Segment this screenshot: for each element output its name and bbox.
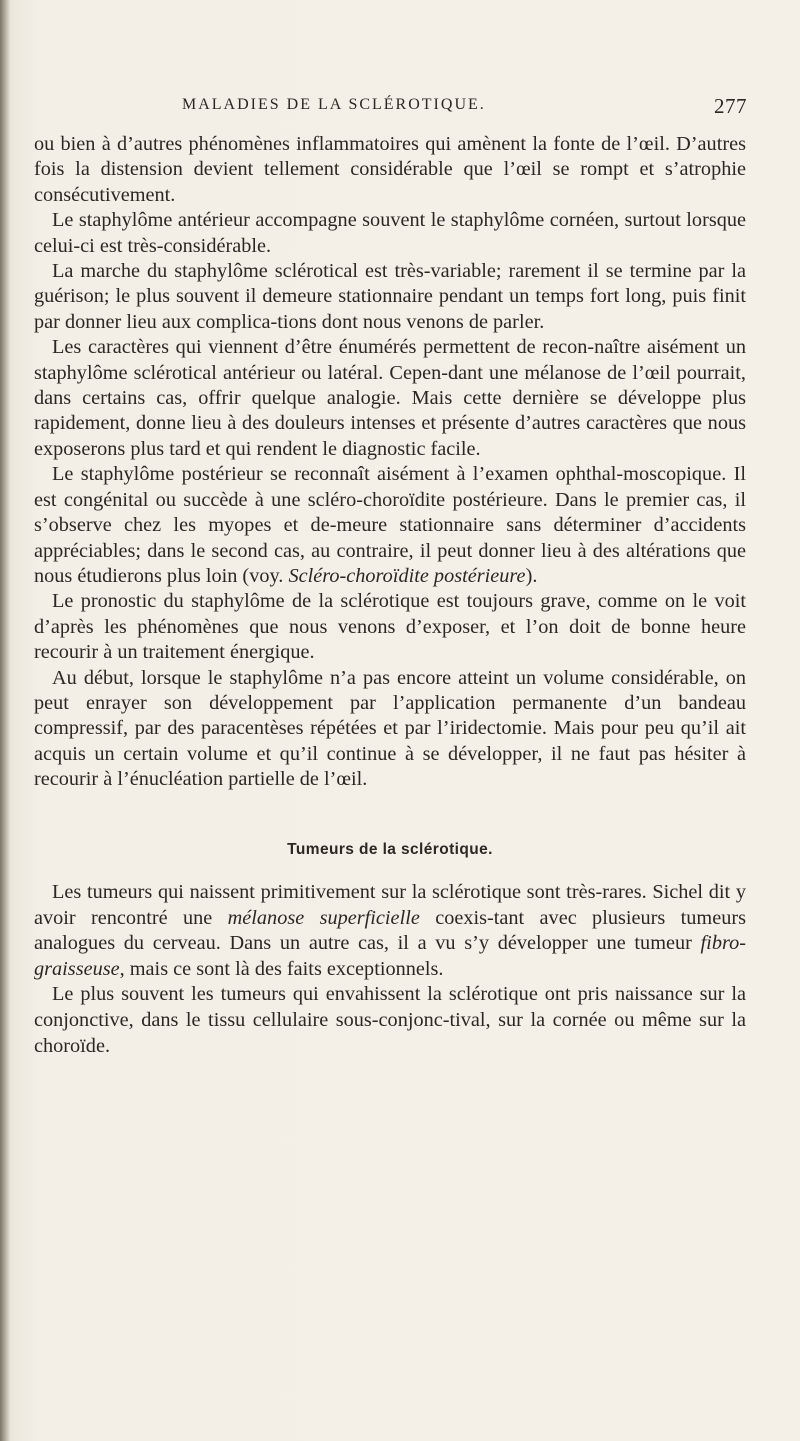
- page-number: 277: [714, 94, 747, 118]
- paragraph-text: Les tumeurs qui naissent primitivement sur la sclérotique sont très-rares. Sichel dit y avoir rencontré une: [34, 880, 746, 929]
- body-text: [34, 132, 746, 1059]
- section-heading: Tumeurs de la sclérotique.: [287, 840, 493, 858]
- paragraph-text: coexis-tant avec plusieurs tumeurs analogues du cerveau. Dans un autre cas, il a vu s’y développer une tumeur: [34, 906, 746, 955]
- paragraph-text: , mais ce sont là des faits exceptionnels.: [119, 957, 444, 980]
- page-binding-edge: [0, 0, 10, 1441]
- italic-term: mélanose superficielle: [227, 906, 420, 929]
- paragraph: Le pronostic du staphylôme de la sclérotique est toujours grave, comme on le voit d’après les phénomènes que nous venons d’exposer, et l’on doit de bonne heure recourir à un traitement énergique.: [34, 590, 746, 664]
- paragraph: [34, 880, 746, 982]
- paragraph: Le staphylôme antérieur accompagne souvent le staphylôme cornéen, surtout lorsque celui-ci est très-considérable.: [34, 209, 746, 257]
- running-head-title: MALADIES DE LA SCLÉROTIQUE.: [182, 96, 486, 113]
- cross-reference: Scléro-choroïdite postérieure: [288, 564, 526, 587]
- paragraph: Au début, lorsque le staphylôme n’a pas encore atteint un volume considérable, on peut enrayer son développement par l’application permanente d’un bandeau compressif, par des paracentèses répétées et par l’iridectomie. Mais pour peu qu’il ait acquis un certain volume et qu’il continue à se développer, il ne faut pas hésiter à recourir à l’énucléation partielle de l’œil.: [34, 666, 746, 791]
- paragraph: La marche du staphylôme sclérotical est très-variable; rarement il se termine par la guérison; le plus souvent il demeure stationnaire pendant un temps fort long, puis finit par donner lieu aux complica-tions dont nous venons de parler.: [34, 260, 746, 333]
- italic-term: fibro-graisseuse: [34, 932, 746, 980]
- paragraph: ou bien à d’autres phénomènes inflammatoires qui amènent la fonte de l’œil. D’autres fois la distension devient tellement considérable que l’œil se rompt et s’atrophie consécutivement.: [34, 133, 746, 206]
- paragraph-text: ).: [525, 564, 538, 587]
- paragraph: [34, 462, 746, 589]
- paragraph-text: Le staphylôme postérieur se reconnaît aisément à l’examen ophthal-moscopique. Il est congénital ou succède à une scléro-choroïdite postérieure. Dans le premier cas, il s’observe chez les myopes et de-meure stationnaire sans déterminer d’accidents appréciables; dans le second cas, au contraire, il peut donner lieu à des altérations que nous étudierons plus loin (voy.: [34, 463, 746, 587]
- paragraph: Les caractères qui viennent d’être énumérés permettent de recon-naître aisément un staphylôme sclérotical antérieur ou latéral. Cepen-dant une mélanose de l’œil pourrait, dans certains cas, offrir quelque analogie. Mais cette dernière se développe plus rapidement, donne lieu à des douleurs intenses et présente d’autres caractères que nous exposerons plus tard et qui rendent le diagnostic facile.: [34, 336, 746, 460]
- paragraph: Le plus souvent les tumeurs qui envahissent la sclérotique ont pris naissance sur la conjonctive, dans le tissu cellulaire sous-conjonc-tival, sur la cornée ou même sur la choroïde.: [34, 983, 746, 1057]
